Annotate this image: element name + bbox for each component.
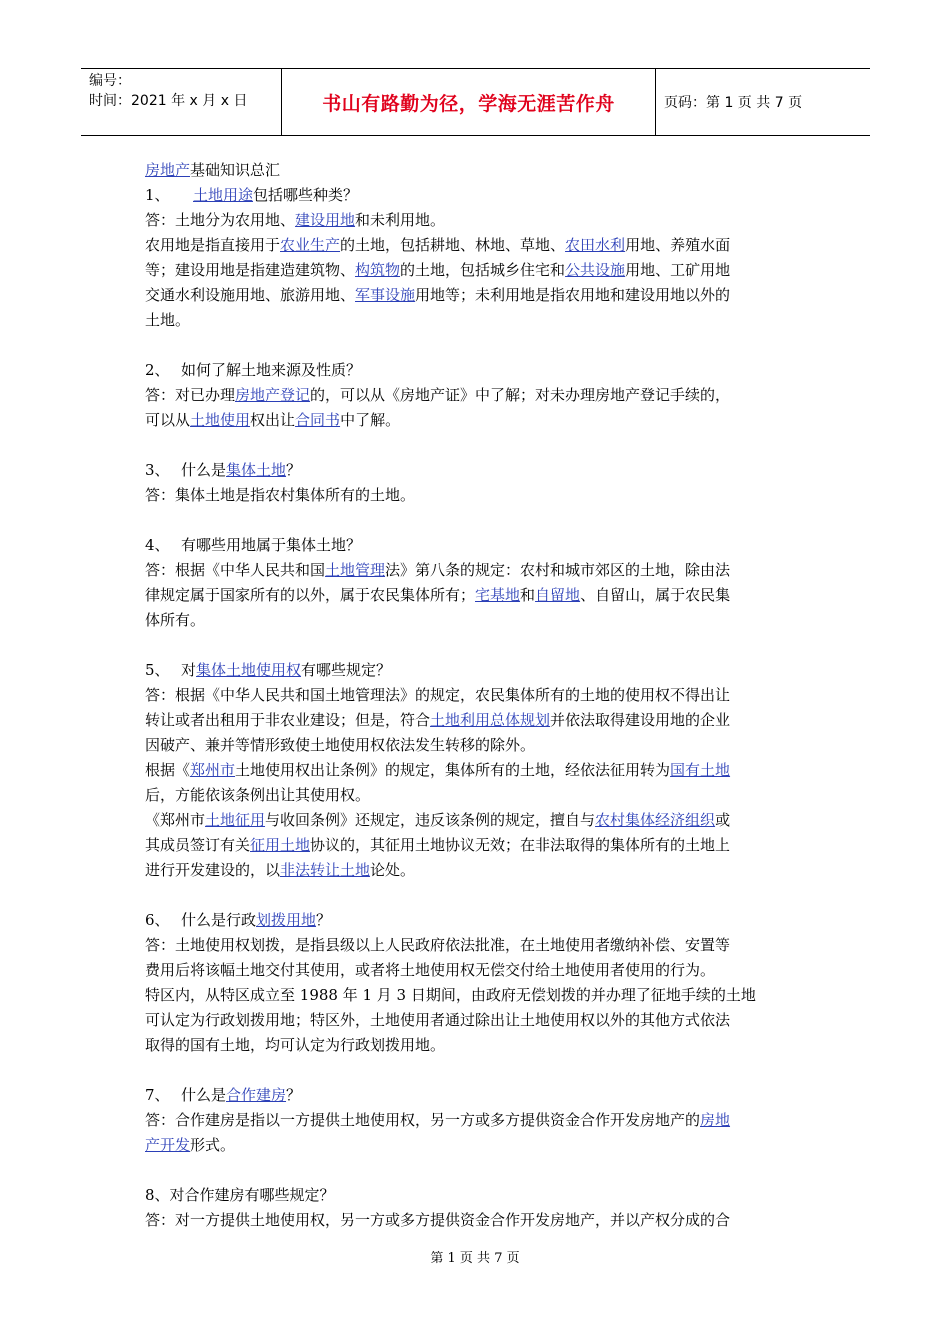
question-1: 1、 土地用途包括哪些种类？	[145, 186, 359, 204]
link-land-use[interactable]: 土地用途	[193, 186, 254, 204]
answer-4-line: 答：根据《中华人民共和国土地管理法》第八条的规定：农村和城市郊区的土地，除由法	[145, 561, 731, 579]
answer-7-line: 答：合作建房是指以一方提供土地使用权，另一方或多方提供资金合作开发房地产的房地	[145, 1111, 731, 1129]
answer-4-line: 律规定属于国家所有的以外，属于农民集体所有；宅基地和自留地、自留山，属于农民集	[145, 586, 731, 604]
answer-5-line: 《郑州市土地征用与收回条例》还规定，违反该条例的规定，擅自与农村集体经济组织或	[145, 811, 731, 829]
answer-1-line: 土地。	[145, 311, 191, 329]
answer-2-line: 答：对已办理房地产登记的，可以从《房地产证》中了解；对未办理房地产登记手续的，	[145, 386, 731, 404]
answer-5-line: 答：根据《中华人民共和国土地管理法》的规定，农民集体所有的土地的使用权不得出让	[145, 686, 731, 704]
answer-5-line: 进行开发建设的，以非法转让土地论处。	[145, 861, 416, 879]
answer-5-line: 其成员签订有关征用土地协议的，其征用土地协议无效；在非法取得的集体所有的土地上	[145, 836, 731, 854]
link-construction-land[interactable]: 建设用地	[295, 211, 356, 229]
question-7: 7、 什么是合作建房？	[145, 1086, 302, 1104]
answer-1-line: 农用地是指直接用于农业生产的土地，包括耕地、林地、草地、农田水利用地、养殖水面	[145, 236, 731, 254]
link-allocated-land[interactable]: 划拨用地	[256, 911, 317, 929]
link-land-expropriation[interactable]: 土地征用	[205, 811, 266, 829]
link-homestead[interactable]: 宅基地	[475, 586, 521, 604]
page-info: 页码：第 1 页 共 7 页	[664, 95, 803, 111]
link-cooperative-building[interactable]: 合作建房	[226, 1086, 287, 1104]
answer-6-line: 取得的国有土地，均可认定为行政划拨用地。	[145, 1036, 446, 1054]
answer-5-line: 因破产、兼并等情形致使土地使用权依法发生转移的除外。	[145, 736, 536, 754]
link-structures[interactable]: 构筑物	[355, 261, 401, 279]
answer-2-line: 可以从土地使用权出让合同书中了解。	[145, 411, 401, 429]
document-body	[145, 158, 810, 1233]
answer-3-line: 答：集体土地是指农村集体所有的土地。	[145, 486, 416, 504]
question-8: 8、对合作建房有哪些规定？	[145, 1186, 335, 1204]
answer-6-line: 答：土地使用权划拨，是指县级以上人民政府依法批准，在土地使用者缴纳补偿、安置等	[145, 936, 731, 954]
link-collective-land-use-right[interactable]: 集体土地使用权	[196, 661, 302, 679]
question-3: 3、 什么是集体土地？	[145, 461, 302, 479]
answer-1-line: 交通水利设施用地、旅游用地、军事设施用地等；未利用地是指农用地和建设用地以外的	[145, 286, 731, 304]
header-right-cell	[656, 69, 870, 135]
answer-5-line: 根据《郑州市土地使用权出让条例》的规定，集体所有的土地，经依法征用转为国有土地	[145, 761, 731, 779]
answer-8-line: 答：对一方提供土地使用权，另一方或多方提供资金合作开发房地产，并以产权分成的合	[145, 1211, 731, 1229]
question-5: 5、 对集体土地使用权有哪些规定？	[145, 661, 392, 679]
link-collective-land[interactable]: 集体土地	[226, 461, 287, 479]
link-real-estate-dev-cont[interactable]: 产开发	[145, 1136, 191, 1154]
answer-7-line: 产开发形式。	[145, 1136, 236, 1154]
answer-5-line: 转让或者出租用于非农业建设；但是，符合土地利用总体规划并依法取得建设用地的企业	[145, 711, 731, 729]
answer-1-line: 等；建设用地是指建造建筑物、构筑物的土地，包括城乡住宅和公共设施用地、工矿用地	[145, 261, 731, 279]
link-land-use-right[interactable]: 土地使用	[190, 411, 251, 429]
header-center-cell	[281, 69, 656, 135]
link-private-plot[interactable]: 自留地	[535, 586, 581, 604]
link-agriculture[interactable]: 农业生产	[280, 236, 341, 254]
answer-6-line: 特区内，从特区成立至 1988 年 1 月 3 日期间，由政府无偿划拨的并办理了征地手续的土地	[145, 986, 756, 1004]
link-property-registration[interactable]: 房地产登记	[235, 386, 311, 404]
header-left-cell	[81, 69, 281, 135]
doc-title: 房地产基础知识总汇	[145, 161, 281, 179]
link-illegal-transfer[interactable]: 非法转让土地	[280, 861, 371, 879]
answer-4-line: 体所有。	[145, 611, 206, 629]
link-land-management[interactable]: 土地管理	[325, 561, 386, 579]
time-label: 时间：2021 年 x 月 x 日	[89, 93, 248, 109]
page-footer: 第 1 页 共 7 页	[430, 1251, 520, 1266]
link-rural-collective[interactable]: 农村集体经济组织	[595, 811, 716, 829]
answer-5-line: 后，方能依该条例出让其使用权。	[145, 786, 371, 804]
header-table	[81, 68, 870, 136]
link-expropriated-land[interactable]: 征用土地	[250, 836, 311, 854]
link-state-land[interactable]: 国有土地	[670, 761, 731, 779]
link-military[interactable]: 军事设施	[355, 286, 416, 304]
question-4: 4、 有哪些用地属于集体土地？	[145, 536, 362, 554]
answer-6-line: 费用后将该幅土地交付其使用，或者将土地使用权无偿交付给土地使用者使用的行为。	[145, 961, 716, 979]
number-label: 编号：	[89, 73, 131, 89]
link-land-use-plan[interactable]: 土地利用总体规划	[430, 711, 551, 729]
link-real-estate-dev[interactable]: 房地	[700, 1111, 731, 1129]
link-contract[interactable]: 合同书	[295, 411, 341, 429]
answer-6-line: 可认定为行政划拨用地；特区外，土地使用者通过除出让土地使用权以外的其他方式依法	[145, 1011, 731, 1029]
question-2: 2、 如何了解土地来源及性质？	[145, 361, 362, 379]
motto: 书山有路勤为径，学海无涯苦作舟	[322, 92, 615, 115]
link-zhengzhou[interactable]: 郑州市	[190, 761, 236, 779]
title-link[interactable]: 房地产	[145, 161, 191, 179]
link-public-facilities[interactable]: 公共设施	[565, 261, 626, 279]
question-6: 6、 什么是行政划拨用地？	[145, 911, 332, 929]
link-irrigation[interactable]: 农田水利	[565, 236, 626, 254]
answer-1-line: 答：土地分为农用地、建设用地和未利用地。	[145, 211, 446, 229]
